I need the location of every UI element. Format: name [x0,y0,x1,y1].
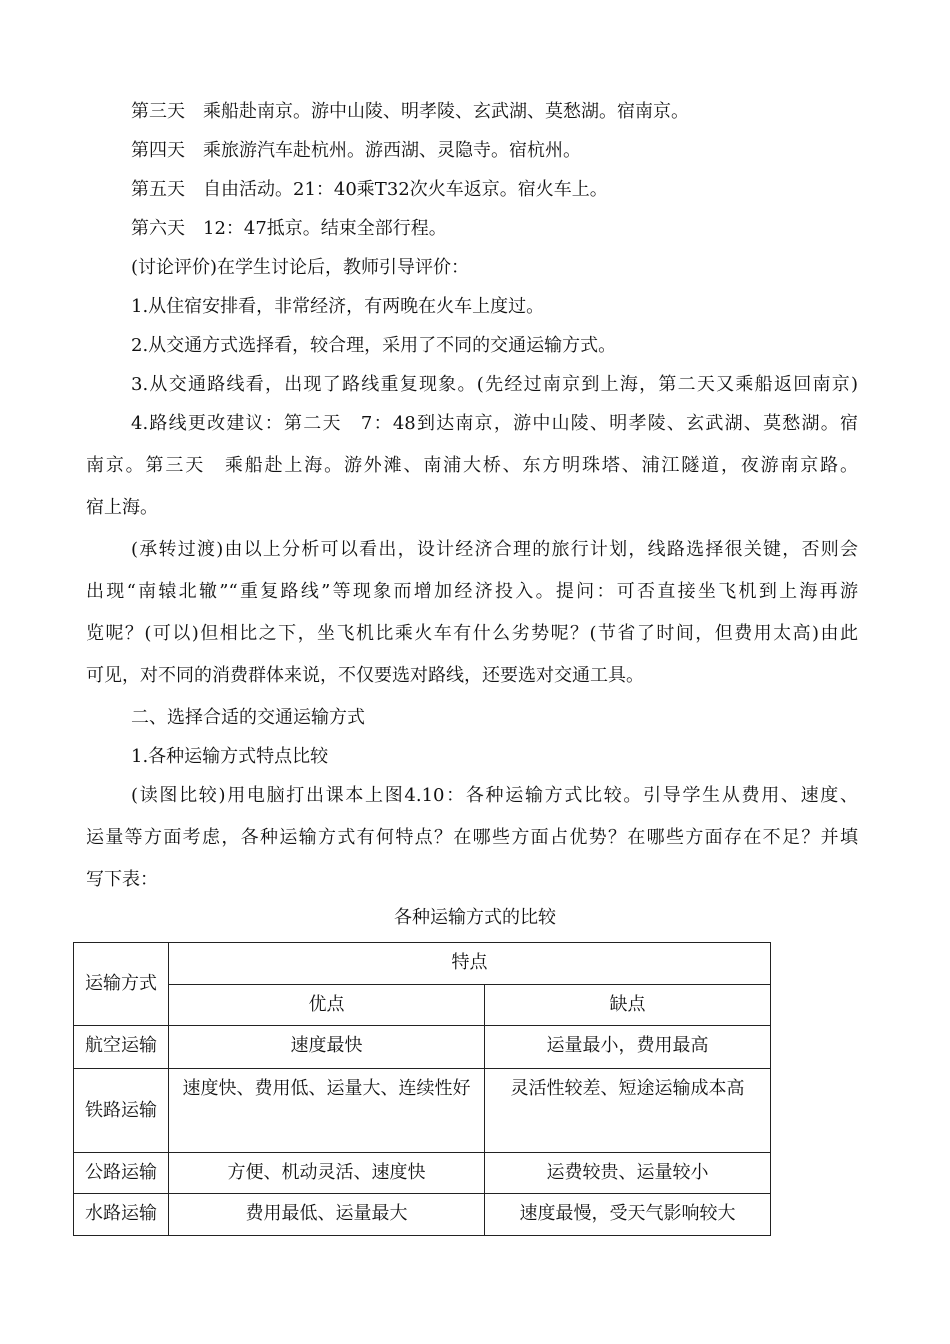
table-row [74,1069,771,1153]
cell-mode: 公路运输 [74,1153,169,1194]
subsection-heading: 1.各种运输方式特点比较 [131,746,329,767]
cell-mode: 航空运输 [74,1026,169,1069]
para-point-4-line2: 南京。第三天 乘船赴上海。游外滩、南浦大桥、东方明珠塔、浦江隧道，夜游南京路。 [86,455,858,476]
cell-pros: 方便、机动灵活、速度快 [169,1153,485,1194]
para-transition-line2: 出现“南辕北辙”“重复路线”等现象而增加经济投入。提问：可否直接坐飞机到上海再游 [86,581,858,602]
para-reading-line1: (读图比较)用电脑打出课本上图4.10：各种运输方式比较。引导学生从费用、速度、 [131,785,858,806]
header-cons: 缺点 [485,985,771,1026]
table-subheader-row [74,985,771,1026]
comparison-table [73,942,771,1236]
para-point-4-line3: 宿上海。 [86,497,158,518]
table-row [74,1194,771,1236]
cell-pros: 费用最低、运量最大 [169,1194,485,1236]
cell-cons: 灵活性较差、短途运输成本高 [485,1069,771,1153]
table-row [74,1026,771,1069]
cell-mode: 铁路运输 [74,1069,169,1153]
para-point-3: 3.从交通路线看，出现了路线重复现象。(先经过南京到上海，第二天又乘船返回南京) [131,374,858,395]
para-day3: 第三天 乘船赴南京。游中山陵、明孝陵、玄武湖、莫愁湖。宿南京。 [131,101,689,122]
para-discussion: (讨论评价)在学生讨论后，教师引导评价： [131,257,470,278]
para-point-4-line1: 4.路线更改建议：第二天 7：48到达南京，游中山陵、明孝陵、玄武湖、莫愁湖。宿 [131,413,858,434]
header-features: 特点 [169,943,771,985]
table-row [74,1153,771,1194]
para-point-1: 1.从住宿安排看，非常经济，有两晚在火车上度过。 [131,296,545,317]
header-mode: 运输方式 [74,943,169,1026]
para-transition-line3: 览呢？(可以)但相比之下，坐飞机比乘火车有什么劣势呢？(节省了时间，但费用太高)由此 [86,623,858,644]
cell-cons: 运量最小，费用最高 [485,1026,771,1069]
para-day4: 第四天 乘旅游汽车赴杭州。游西湖、灵隐寺。宿杭州。 [131,140,581,161]
cell-cons: 运费较贵、运量较小 [485,1153,771,1194]
para-transition-line4: 可见，对不同的消费群体来说，不仅要选对路线，还要选对交通工具。 [86,665,644,686]
cell-mode: 水路运输 [74,1194,169,1236]
section-heading: 二、选择合适的交通运输方式 [131,707,365,728]
para-reading-line3: 写下表： [86,869,158,890]
para-transition-line1: (承转过渡)由以上分析可以看出，设计经济合理的旅行计划，线路选择很关键，否则会 [131,539,858,560]
cell-pros: 速度快、费用低、运量大、连续性好 [169,1069,485,1153]
para-day6: 第六天 12：47抵京。结束全部行程。 [131,218,447,239]
para-reading-line2: 运量等方面考虑，各种运输方式有何特点？在哪些方面占优势？在哪些方面存在不足？并填 [86,827,858,848]
para-point-2: 2.从交通方式选择看，较合理，采用了不同的交通运输方式。 [131,335,617,356]
cell-cons: 速度最慢，受天气影响较大 [485,1194,771,1236]
table-header-row [74,943,771,985]
cell-pros: 速度最快 [169,1026,485,1069]
header-pros: 优点 [169,985,485,1026]
para-day5: 第五天 自由活动。21：40乘T32次火车返京。宿火车上。 [131,179,608,200]
table-caption: 各种运输方式的比较 [394,907,556,928]
